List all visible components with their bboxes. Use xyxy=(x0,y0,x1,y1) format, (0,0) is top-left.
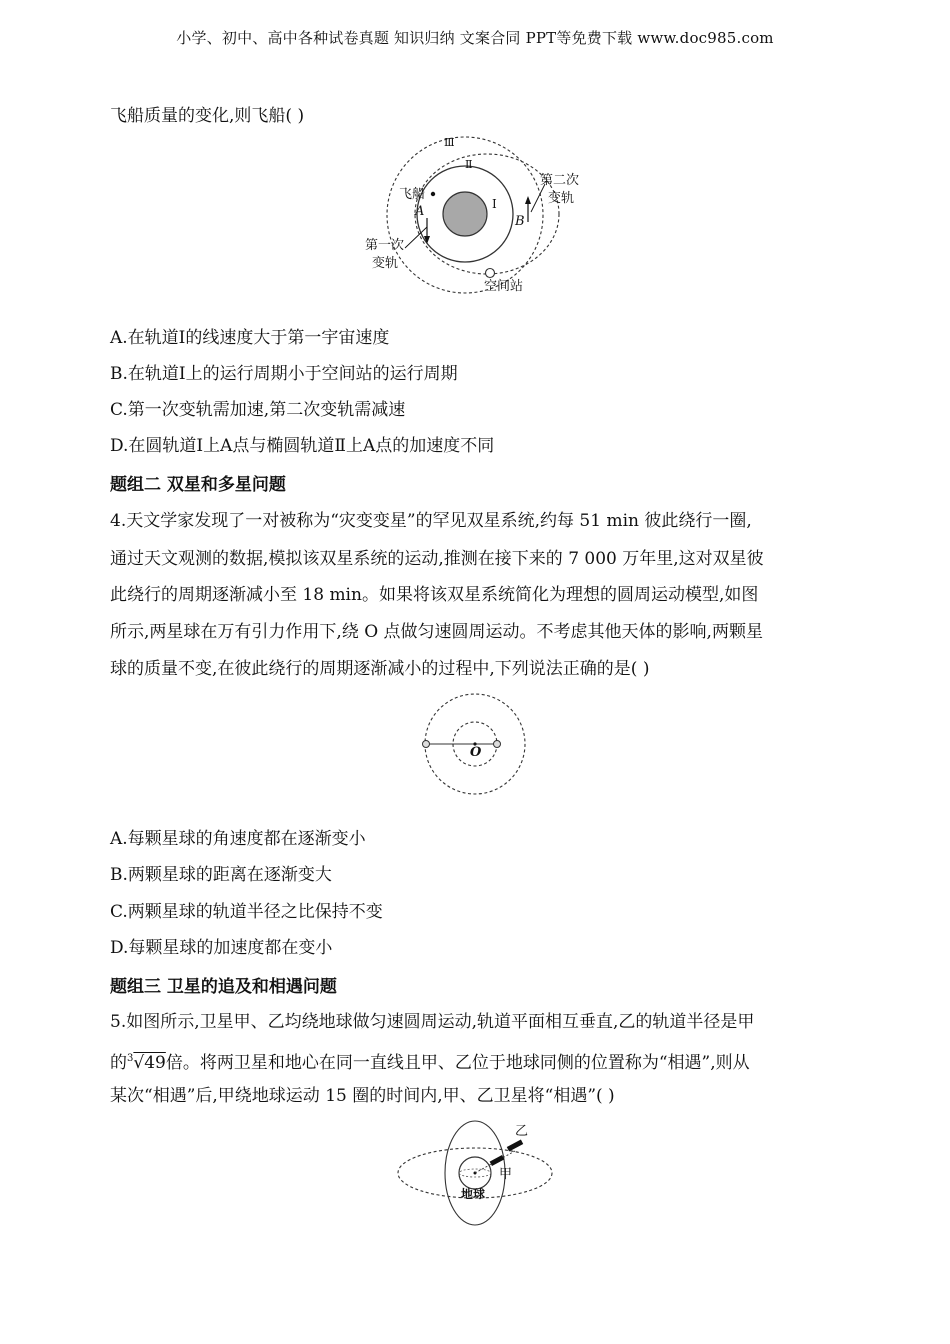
label-earth: 地球 xyxy=(461,1187,486,1201)
q4-line-2: 通过天文观测的数据,模拟该双星系统的运动,推测在接下来的 7 000 万年里,这对双星彼 xyxy=(110,549,764,569)
label-point-b: B xyxy=(515,214,525,229)
q5-line-2 xyxy=(110,1047,750,1075)
q5-line-3: 某次“相遇”后,甲绕地球运动 15 圈的时间内,甲、乙卫星将“相遇”( ) xyxy=(110,1086,615,1106)
ship-dot xyxy=(431,192,435,196)
q4-line-3: 此绕行的周期逐渐减小至 18 min。如果将该双星系统简化为理想的圆周运动模型,如图 xyxy=(110,585,759,605)
label-station: 空间站 xyxy=(484,279,524,294)
group3-title: 题组三 卫星的追及和相遇问题 xyxy=(110,977,337,997)
group2-title: 题组二 双星和多星问题 xyxy=(110,475,286,495)
label-first-change-2: 变轨 xyxy=(372,256,399,271)
q5-line-2-pre: 的 xyxy=(110,1053,127,1073)
q5-radical: √49 xyxy=(133,1053,166,1073)
planet xyxy=(443,192,487,236)
q3-orbit-figure xyxy=(355,132,605,302)
page-header: 小学、初中、高中各种试卷真题 知识归纳 文案合同 PPT等免费下载 www.doc985.com xyxy=(176,29,774,47)
q4-option-b: B.两颗星球的距离在逐渐变大 xyxy=(110,865,332,885)
label-orbit-3: Ⅲ xyxy=(444,136,455,149)
label-ship: 飞船 xyxy=(399,187,426,202)
satellite-yi xyxy=(507,1140,523,1152)
label-first-change-1: 第一次 xyxy=(365,238,405,253)
q3-option-a: A.在轨道Ⅰ的线速度大于第一宇宙速度 xyxy=(110,328,390,348)
q4-binary-star-figure xyxy=(418,690,533,800)
q5-line-1: 5.如图所示,卫星甲、乙均绕地球做匀速圆周运动,轨道平面相互垂直,乙的轨道半径是甲 xyxy=(110,1012,755,1032)
label-orbit-1: Ⅰ xyxy=(492,197,497,211)
q5-line-2-post: 倍。将两卫星和地心在同一直线且甲、乙位于地球同侧的位置称为“相遇”,则从 xyxy=(165,1053,750,1073)
label-point-a: A xyxy=(415,204,425,219)
q4-option-a: A.每颗星球的角速度都在逐渐变小 xyxy=(110,829,366,849)
q4-line-5: 球的质量不变,在彼此绕行的周期逐渐减小的过程中,下列说法正确的是( ) xyxy=(110,659,650,679)
label-yi: 乙 xyxy=(515,1124,529,1139)
q4-option-c: C.两颗星球的轨道半径之比保持不变 xyxy=(110,902,383,922)
cube-root-index: 3 xyxy=(127,1053,134,1064)
q3-stem-end: 飞船质量的变化,则飞船( ) xyxy=(110,106,305,126)
space-station xyxy=(486,269,495,278)
q3-option-c: C.第一次变轨需加速,第二次变轨需减速 xyxy=(110,400,406,420)
label-second-change-2: 变轨 xyxy=(548,191,575,206)
label-orbit-2: Ⅱ xyxy=(465,158,473,171)
q3-option-d: D.在圆轨道Ⅰ上A点与椭圆轨道Ⅱ上A点的加速度不同 xyxy=(110,436,495,456)
label-jia: 甲 xyxy=(499,1167,513,1182)
q4-line-4: 所示,两星球在万有引力作用下,绕 O 点做匀速圆周运动。不考虑其他天体的影响,两颗星 xyxy=(110,622,763,642)
label-second-change-1: 第二次 xyxy=(540,173,580,188)
star-right xyxy=(494,741,501,748)
star-left xyxy=(423,741,430,748)
q4-line-1: 4.天文学家发现了一对被称为“灾变变星”的罕见双星系统,约每 51 min 彼此绕行一圈, xyxy=(110,511,752,531)
q3-option-b: B.在轨道Ⅰ上的运行周期小于空间站的运行周期 xyxy=(110,364,458,384)
q5-satellite-figure xyxy=(395,1115,565,1230)
satellite-jia xyxy=(490,1155,505,1166)
q4-option-d: D.每颗星球的加速度都在变小 xyxy=(110,938,333,958)
label-o: O xyxy=(470,745,482,760)
